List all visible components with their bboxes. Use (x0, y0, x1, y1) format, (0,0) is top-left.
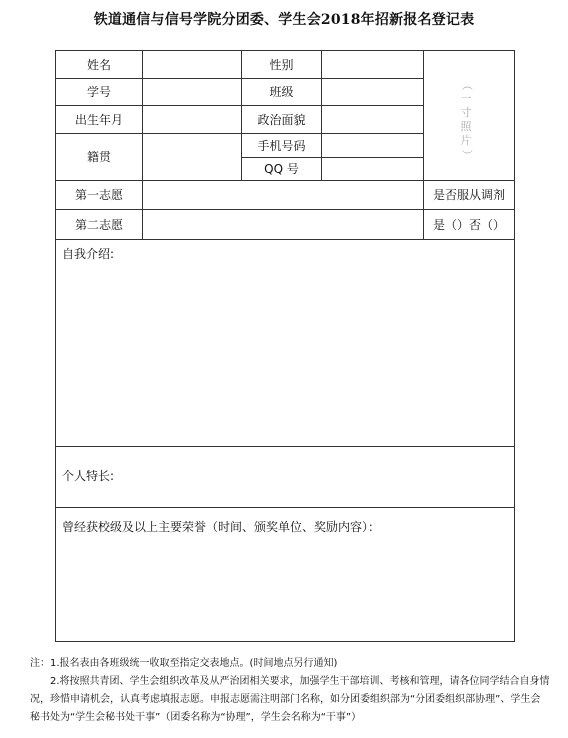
choice2-field[interactable] (143, 210, 423, 239)
label-birth: 出生年月 (74, 112, 123, 127)
label-qq: QQ 号 (264, 162, 299, 176)
photo-paren-open: （ (460, 79, 473, 91)
rule-intro-end (55, 446, 515, 447)
photo-char-3: 照 (460, 120, 472, 133)
border-right (514, 50, 515, 642)
hometown-field[interactable] (143, 134, 241, 180)
border-bottom (55, 641, 515, 642)
label-gender: 性别 (269, 57, 294, 72)
photo-placeholder[interactable] (456, 78, 476, 162)
label-phone: 手机号码 (257, 138, 306, 153)
label-name: 姓名 (86, 57, 111, 72)
political-field[interactable] (322, 106, 423, 133)
rule-specialty-end (55, 507, 515, 508)
label-self-intro: 自我介绍: (62, 247, 115, 261)
label-choice2: 第二志愿 (74, 217, 123, 232)
notes (30, 655, 550, 727)
label-class: 班级 (269, 85, 294, 99)
student-id-field[interactable] (143, 79, 241, 105)
rule-row6 (55, 239, 515, 240)
label-choice1: 第一志愿 (74, 188, 123, 202)
label-honors: 曾经获校级及以上主要荣誉（时间、颁奖单位、奖励内容）： (62, 520, 381, 534)
obey-yes-no[interactable]: 是（）否（） (432, 217, 505, 232)
note-line-2: 2.将按照共青团、学生会组织改革及从严治团相关要求，加强学生干部培训、考核和管理，请各位同学结合自身情况，珍惜申请机会，认真考虑填报志愿。申报志愿需注明部门名称，如分团委组织部为“分团委组织部协理”、学生会秘书处为“学生会秘书处干事”（团委名称为“协理”，学生会名称为“干事”） (30, 676, 550, 723)
photo-char-1: 一 (460, 92, 472, 105)
birth-field[interactable] (143, 106, 241, 133)
label-political: 政治面貌 (257, 112, 306, 127)
photo-paren-close: ） (460, 149, 473, 161)
photo-char-2: 寸 (460, 106, 472, 119)
choice1-field[interactable] (143, 181, 423, 209)
note-line-1: 注：1.报名表由各班级统一收取至指定交表地点。(时间地点另行通知) (30, 658, 338, 669)
phone-field[interactable] (322, 134, 423, 157)
form-title: 铁道通信与信号学院分团委、学生会2018年招新报名登记表 (93, 12, 475, 28)
label-specialty: 个人特长: (62, 469, 115, 483)
label-hometown: 籍贯 (86, 150, 111, 164)
gender-field[interactable] (322, 51, 423, 78)
qq-field[interactable] (322, 158, 423, 180)
label-obey: 是否服从调剂 (432, 188, 505, 202)
class-field[interactable] (322, 79, 423, 105)
name-field[interactable] (143, 51, 241, 78)
photo-char-4: 片 (460, 134, 472, 147)
label-student-id: 学号 (86, 85, 111, 99)
